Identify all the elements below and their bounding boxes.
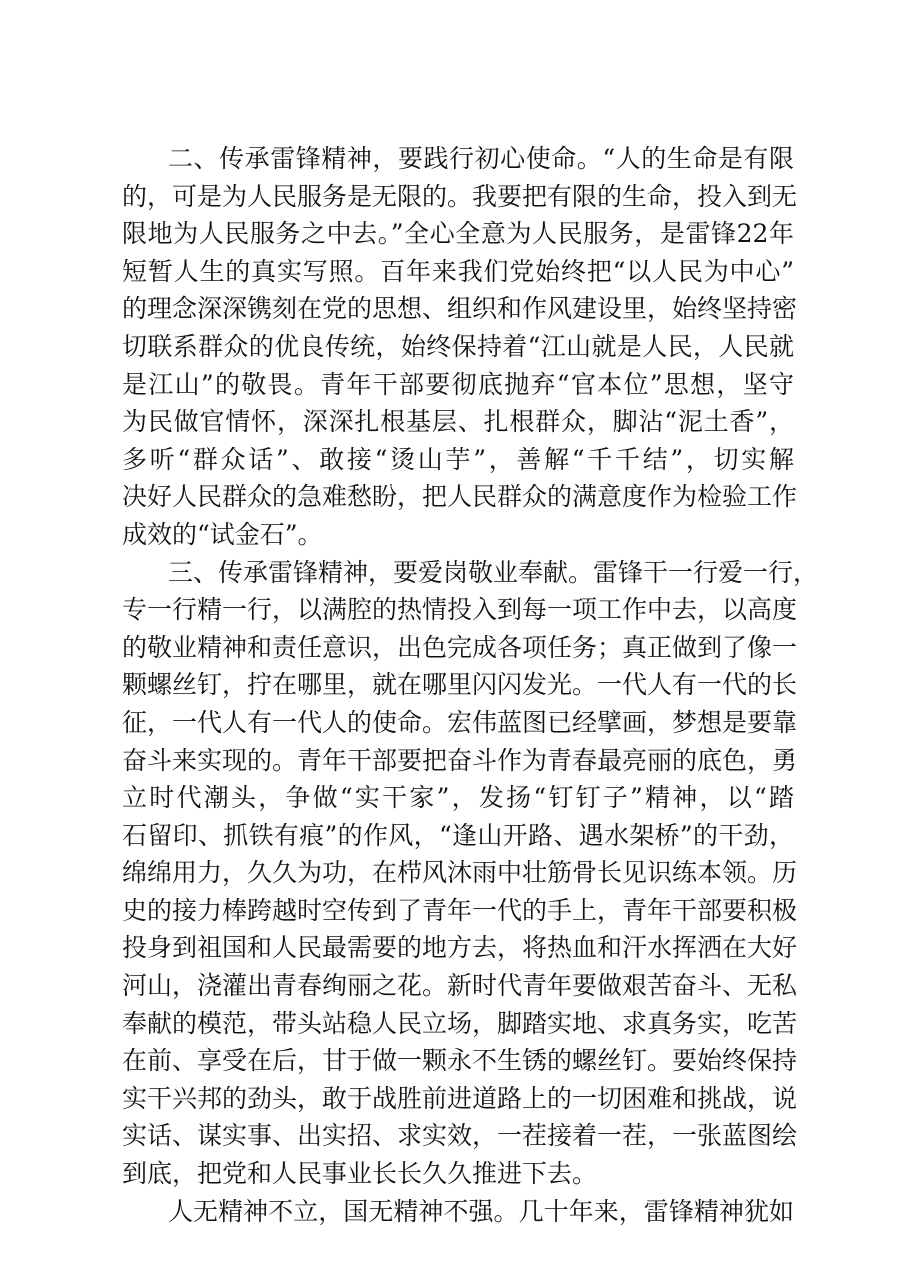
paragraph-dedication	[122, 554, 819, 1193]
text-line: 人无精神不立，国无精神不强。几十年来，雷锋精神犹如	[168, 1196, 794, 1226]
text-line: 决好人民群众的急难愁盼，把人民群众的满意度作为检验工作	[122, 482, 798, 512]
text-line: 在前、享受在后，甘于做一颗永不生锈的螺丝钉。要始终保持	[122, 1046, 798, 1076]
text-line: 短暂人生的真实写照。百年来我们党始终把“以人民为中心”	[122, 256, 794, 286]
text-line: 的理念深深镌刻在党的思想、组织和作风建设里，始终坚持密	[122, 294, 798, 324]
document-page	[122, 140, 819, 1230]
text-line: 征，一代人有一代人的使命。宏伟蓝图已经擘画，梦想是要靠	[122, 707, 798, 737]
paragraph-conclusion	[122, 1193, 794, 1231]
text-line: 立时代潮头，争做“实干家”，发扬“钉钉子”精神，以“踏	[122, 783, 794, 813]
text-line: 投身到祖国和人民最需要的地方去，将热血和汗水挥洒在大好	[122, 933, 798, 963]
text-line: 多听“群众话”、敢接“烫山芋”，善解“千千结”，切实解	[122, 444, 794, 474]
text-line: 是江山”的敬畏。青年干部要彻底抛弃“官本位”思想，坚守	[122, 369, 794, 399]
text-line: 专一行精一行，以满腔的热情投入到每一项工作中去，以高度	[122, 595, 798, 625]
text-line: 限地为人民服务之中去。”全心全意为人民服务，是雷锋22年	[122, 219, 794, 249]
text-line: 石留印、抓铁有痕”的作风，“逢山开路、遇水架桥”的干劲，	[122, 820, 794, 850]
text-line: 的，可是为人民服务是无限的。我要把有限的生命，投入到无	[122, 181, 798, 211]
text-line: 绵绵用力，久久为功，在栉风沐雨中壮筋骨长见识练本领。历	[122, 858, 798, 888]
text-line: 史的接力棒跨越时空传到了青年一代的手上，青年干部要积极	[122, 895, 798, 925]
text-line: 奉献的模范，带头站稳人民立场，脚踏实地、求真务实，吃苦	[122, 1008, 798, 1038]
text-line: 切联系群众的优良传统，始终保持着“江山就是人民，人民就	[122, 331, 794, 361]
text-line: 的敬业精神和责任意识，出色完成各项任务；真正做到了像一	[122, 632, 798, 662]
text-line: 河山，浇灌出青春绚丽之花。新时代青年要做艰苦奋斗、无私	[122, 971, 798, 1001]
text-line: 奋斗来实现的。青年干部要把奋斗作为青春最亮丽的底色，勇	[122, 745, 798, 775]
text-line: 为民做官情怀，深深扎根基层、扎根群众，脚沾“泥土香”，	[122, 407, 794, 437]
text-line: 实话、谋实事、出实招、求实效，一茬接着一茬，一张蓝图绘	[122, 1121, 798, 1151]
text-line: 颗螺丝钉，拧在哪里，就在哪里闪闪发光。一代人有一代的长	[122, 670, 798, 700]
text-line: 实干兴邦的劲头，敢于战胜前进道路上的一切困难和挑战，说	[122, 1083, 798, 1113]
text-line: 三、传承雷锋精神，要爱岗敬业奉献。雷锋干一行爱一行，	[168, 557, 819, 587]
paragraph-serve-people	[122, 140, 798, 554]
text-line: 成效的“试金石”。	[122, 519, 323, 549]
text-line: 到底，把党和人民事业长长久久推进下去。	[122, 1159, 598, 1189]
text-line: 二、传承雷锋精神，要践行初心使命。“人的生命是有限	[168, 144, 794, 173]
